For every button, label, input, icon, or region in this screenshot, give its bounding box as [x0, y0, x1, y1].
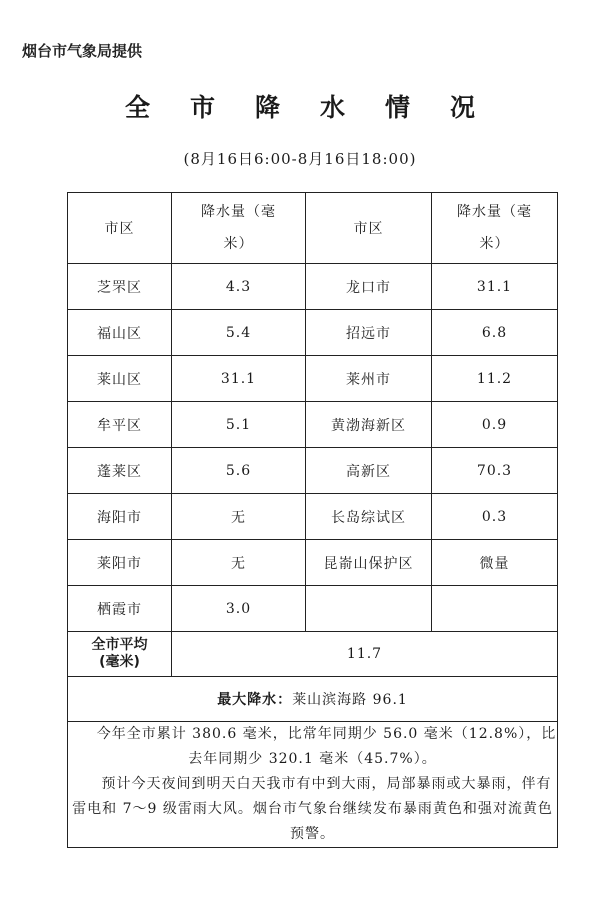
notes-cell: [68, 722, 558, 848]
rainfall-value: 无: [172, 494, 306, 540]
max-rainfall-row: [68, 677, 558, 722]
district-name: 昆嵛山保护区: [306, 540, 432, 586]
district-name: 芝罘区: [68, 264, 172, 310]
rainfall-value: 11.2: [432, 356, 558, 402]
table-header-row: [68, 193, 558, 264]
page-title: 全市降水情况: [124, 93, 515, 122]
header-rainfall-line1: 降水量（毫: [457, 204, 532, 220]
rainfall-value: [432, 586, 558, 632]
district-name: 栖霞市: [68, 586, 172, 632]
rainfall-value: 5.1: [172, 402, 306, 448]
district-name: 牟平区: [68, 402, 172, 448]
district-name: 福山区: [68, 310, 172, 356]
rainfall-table: [67, 192, 558, 848]
rainfall-value: 5.4: [172, 310, 306, 356]
rainfall-value: 31.1: [172, 356, 306, 402]
rainfall-value: 3.0: [172, 586, 306, 632]
district-name: 莱州市: [306, 356, 432, 402]
district-name: [306, 586, 432, 632]
average-label-line2: (毫米): [99, 654, 140, 670]
rainfall-value: 微量: [432, 540, 558, 586]
table-row: [68, 356, 558, 402]
table-row: [68, 402, 558, 448]
rainfall-value: 5.6: [172, 448, 306, 494]
header-rainfall-line2: 米）: [223, 236, 254, 252]
district-name: 长岛综试区: [306, 494, 432, 540]
header-rainfall-line1: 降水量（毫: [201, 204, 276, 220]
district-name: 海阳市: [68, 494, 172, 540]
header-district-2: 市区: [306, 193, 432, 264]
rainfall-value: 70.3: [432, 448, 558, 494]
notes-paragraph-cumulative: 今年全市累计 380.6 毫米，比常年同期少 56.0 毫米（12.8%），比去年同期少 320.1 毫米（45.7%）。: [96, 726, 557, 767]
average-label: [68, 632, 172, 677]
district-name: 招远市: [306, 310, 432, 356]
rainfall-value: 0.3: [432, 494, 558, 540]
average-value: 11.7: [172, 632, 558, 677]
table-row: [68, 448, 558, 494]
district-name: 莱阳市: [68, 540, 172, 586]
header-rainfall-2: [432, 193, 558, 264]
rainfall-value: 0.9: [432, 402, 558, 448]
header-rainfall-line2: 米）: [479, 236, 510, 252]
max-rainfall-value: 莱山滨海路 96.1: [292, 692, 408, 708]
district-name: 龙口市: [306, 264, 432, 310]
table-row: [68, 586, 558, 632]
source-credit: 烟台市气象局提供: [22, 42, 143, 60]
max-rainfall: [68, 677, 558, 722]
header-rainfall: [172, 193, 306, 264]
time-period: (8月16日6:00-8月16日18:00): [183, 150, 417, 168]
average-label-line1: 全市平均: [91, 637, 148, 653]
table-row: [68, 310, 558, 356]
rainfall-value: 6.8: [432, 310, 558, 356]
rainfall-value: 4.3: [172, 264, 306, 310]
table-row: [68, 264, 558, 310]
rainfall-value: 无: [172, 540, 306, 586]
header-district: 市区: [68, 193, 172, 264]
district-name: 莱山区: [68, 356, 172, 402]
table-row: [68, 494, 558, 540]
notes-row: [68, 722, 558, 848]
district-name: 蓬莱区: [68, 448, 172, 494]
notes-paragraph-forecast: 预计今天夜间到明天白天我市有中到大雨，局部暴雨或大暴雨，伴有雷电和 7～9 级雷雨大风。烟台市气象台继续发布暴雨黄色和强对流黄色预警。: [72, 776, 553, 842]
average-row: [68, 632, 558, 677]
rainfall-value: 31.1: [432, 264, 558, 310]
table-row: [68, 540, 558, 586]
max-rainfall-label: 最大降水：: [217, 692, 293, 708]
district-name: 高新区: [306, 448, 432, 494]
district-name: 黄渤海新区: [306, 402, 432, 448]
